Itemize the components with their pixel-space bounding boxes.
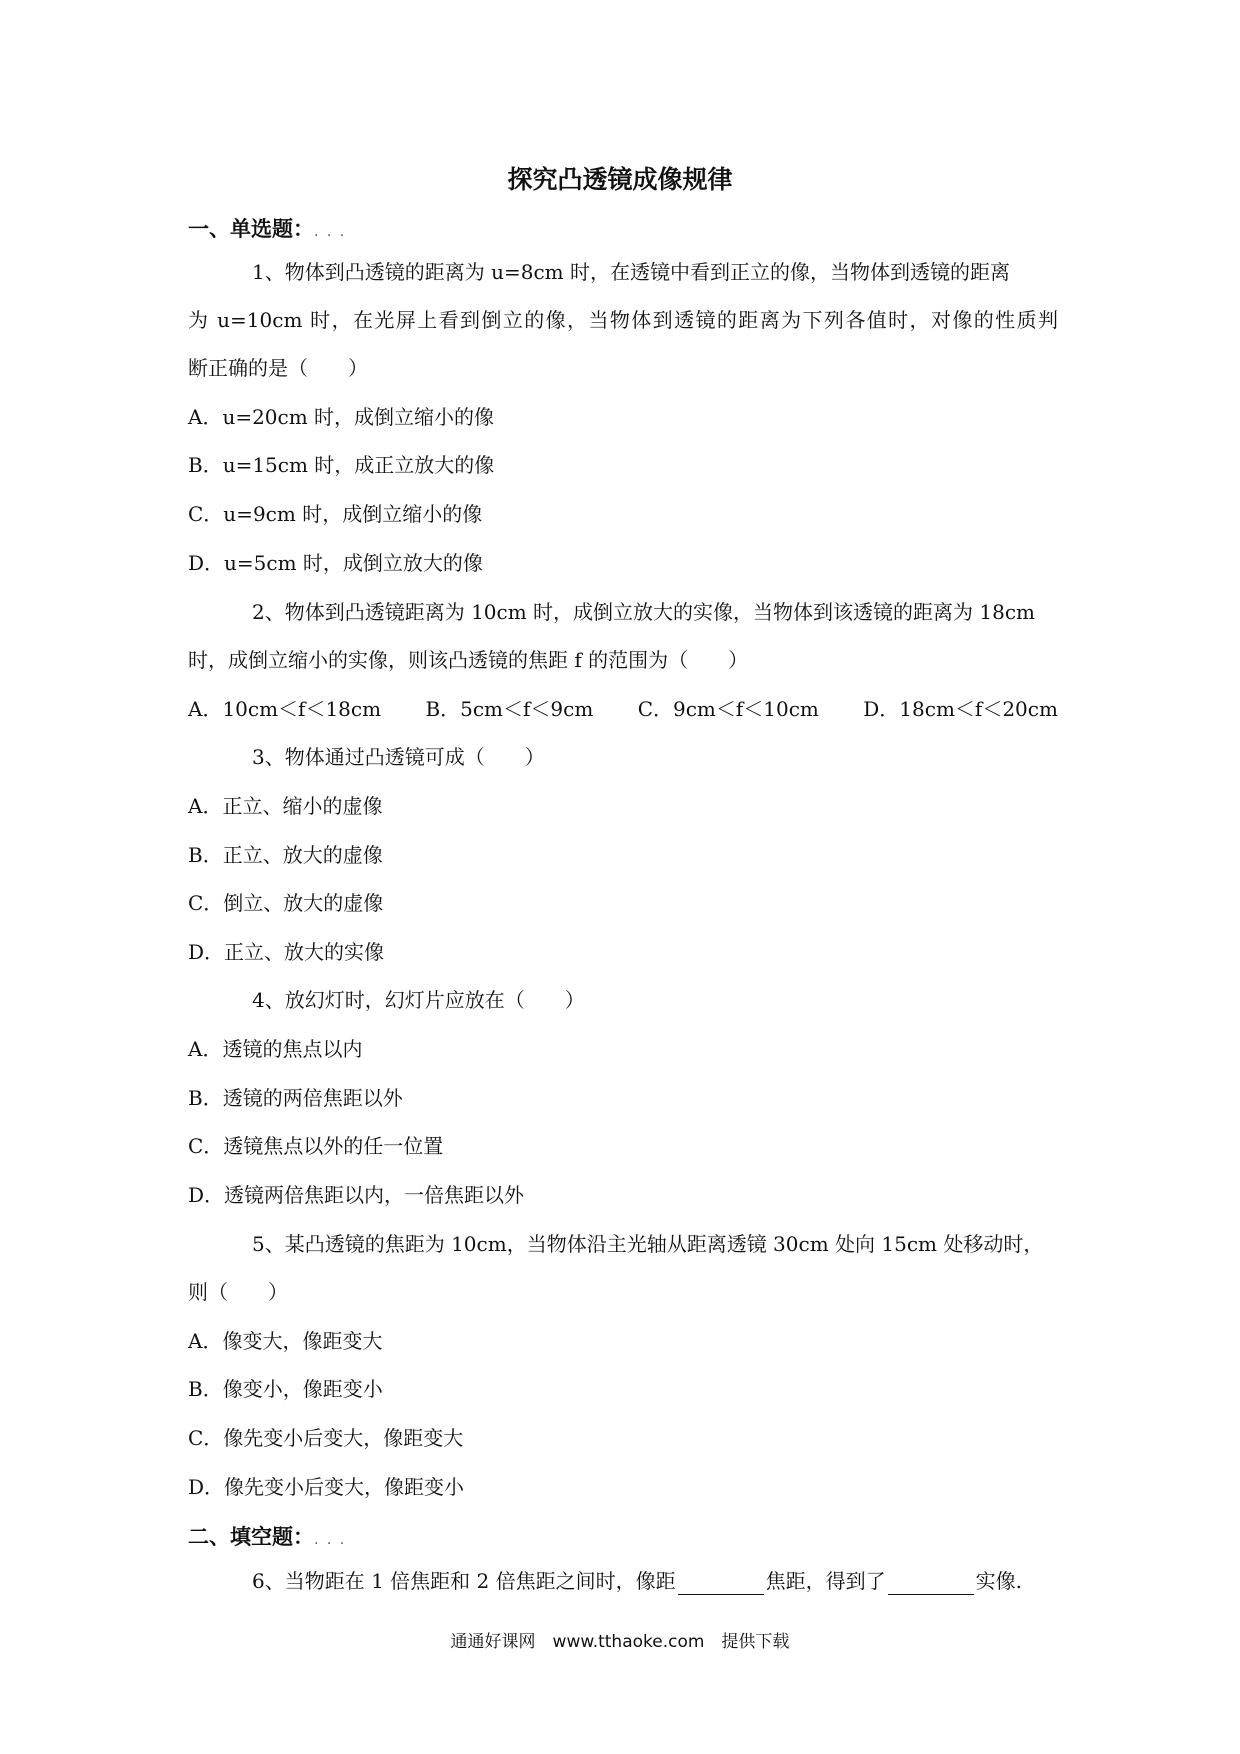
question-5-option-b: B．像变小，像距变小 — [188, 1377, 383, 1401]
section-heading-fill-in — [188, 1521, 346, 1551]
question-1-line-3: 断正确的是（ ） — [188, 356, 368, 380]
question-6-line-1 — [252, 1567, 1022, 1595]
section-dots: . . . — [314, 224, 347, 240]
question-5-option-c: C．像先变小后变大，像距变大 — [188, 1426, 464, 1450]
question-4-option-a: A．透镜的焦点以内 — [188, 1037, 363, 1061]
question-2-option-d: D．18cm＜f＜20cm — [863, 697, 1058, 721]
question-3-option-d: D．正立、放大的实像 — [188, 940, 385, 964]
question-2-line-1: 2、物体到凸透镜距离为 10cm 时，成倒立放大的实像，当物体到该透镜的距离为 18cm — [252, 600, 1036, 624]
question-4-line-1: 4、放幻灯时，幻灯片应放在（ ） — [252, 988, 585, 1012]
question-2-option-b: B．5cm＜f＜9cm — [425, 697, 594, 721]
question-1-option-b: B．u=15cm 时，成正立放大的像 — [188, 453, 495, 477]
question-6-text-part-1: 6、当物距在 1 倍焦距和 2 倍焦距之间时，像距 — [252, 1569, 676, 1593]
question-2-options-row — [188, 695, 1096, 723]
question-1-option-d: D．u=5cm 时，成倒立放大的像 — [188, 551, 483, 575]
fill-blank-1[interactable] — [678, 1572, 764, 1595]
page-title: 探究凸透镜成像规律 — [507, 165, 733, 194]
question-5-line-2: 则（ ） — [188, 1280, 288, 1304]
page-footer: 通通好课网 www.tthaoke.com 提供下载 — [450, 1632, 790, 1652]
question-1-option-a: A．u=20cm 时，成倒立缩小的像 — [188, 405, 495, 429]
question-1-option-c: C．u=9cm 时，成倒立缩小的像 — [188, 502, 483, 526]
question-2-option-c: C．9cm＜f＜10cm — [637, 697, 819, 721]
question-3-option-b: B．正立、放大的虚像 — [188, 843, 383, 867]
fill-blank-2[interactable] — [888, 1572, 974, 1595]
question-1-line-1: 1、物体到凸透镜的距离为 u=8cm 时，在透镜中看到正立的像，当物体到透镜的距离 — [252, 260, 1010, 284]
section-dots: . . . — [314, 1532, 347, 1548]
question-5-option-d: D．像先变小后变大，像距变小 — [188, 1475, 465, 1499]
section-heading-single-choice — [188, 213, 346, 243]
section-label: 一、单选题： — [188, 217, 314, 241]
question-6-text-part-2: 焦距，得到了 — [765, 1569, 886, 1593]
question-1-line-2: 为 u=10cm 时，在光屏上看到倒立的像，当物体到透镜的距离为下列各值时，对像的性质判 — [188, 308, 1058, 332]
question-4-option-d: D．透镜两倍焦距以内，一倍焦距以外 — [188, 1183, 525, 1207]
question-3-option-a: A．正立、缩小的虚像 — [188, 794, 383, 818]
question-2-line-2: 时，成倒立缩小的实像，则该凸透镜的焦距 f 的范围为（ ） — [188, 648, 749, 672]
question-4-option-c: C．透镜焦点以外的任一位置 — [188, 1134, 444, 1158]
question-5-line-1: 5、某凸透镜的焦距为 10cm，当物体沿主光轴从距离透镜 30cm 处向 15cm 处移动时， — [252, 1232, 1044, 1256]
question-5-option-a: A．像变大，像距变大 — [188, 1329, 383, 1353]
question-2-option-a: A．10cm＜f＜18cm — [188, 697, 382, 721]
section-label: 二、填空题： — [188, 1525, 314, 1549]
question-6-text-part-3: 实像. — [975, 1569, 1022, 1593]
question-3-option-c: C．倒立、放大的虚像 — [188, 891, 384, 915]
question-3-line-1: 3、物体通过凸透镜可成（ ） — [252, 745, 545, 769]
question-4-option-b: B．透镜的两倍焦距以外 — [188, 1086, 403, 1110]
